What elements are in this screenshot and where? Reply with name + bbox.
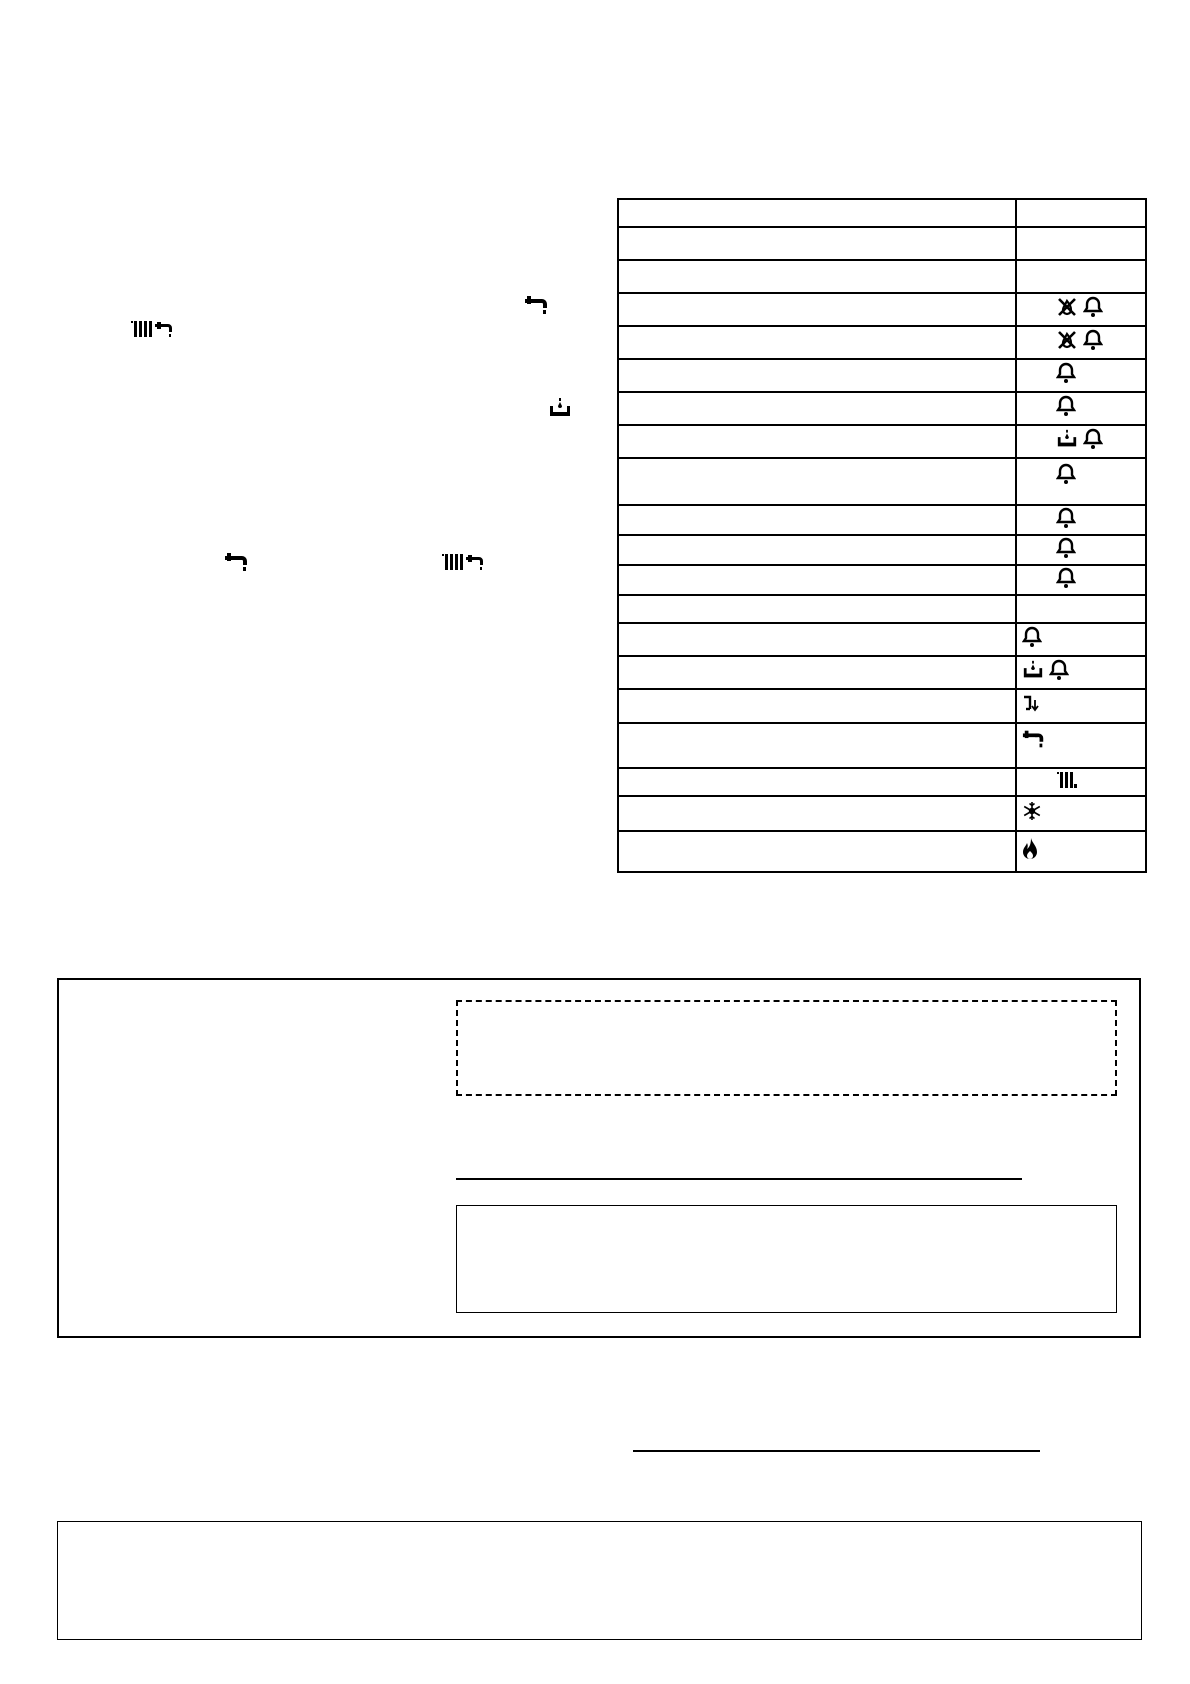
status-row [618, 623, 1146, 656]
status-row [618, 458, 1146, 505]
status-description-cell [618, 623, 1016, 656]
status-row [618, 425, 1146, 458]
status-row [618, 656, 1146, 689]
status-row [618, 326, 1146, 359]
status-symbol-cell [1016, 656, 1146, 689]
status-description-cell [618, 656, 1016, 689]
status-row [618, 227, 1146, 260]
status-description-cell [618, 293, 1016, 326]
status-row [618, 359, 1146, 392]
entry-field-line[interactable] [456, 1178, 1022, 1180]
status-row [618, 565, 1146, 595]
status-row [618, 392, 1146, 425]
status-description-cell [618, 260, 1016, 293]
status-description-cell [618, 831, 1016, 872]
status-row [618, 535, 1146, 565]
status-symbol-cell [1016, 293, 1146, 326]
status-symbol-cell [1016, 796, 1146, 831]
footer-box [57, 1521, 1142, 1640]
water-fill-icon [548, 398, 572, 418]
status-description-cell [618, 565, 1016, 595]
flame-icon [1022, 837, 1038, 866]
status-symbol-cell [1016, 623, 1146, 656]
status-symbol-cell [1016, 260, 1146, 293]
radiator-tap-icon [130, 318, 176, 340]
status-symbol-cell [1016, 425, 1146, 458]
bell-icon [1056, 567, 1076, 594]
water-fill-icon [1056, 429, 1078, 454]
status-symbol-cell [1016, 565, 1146, 595]
status-symbol-cell [1016, 199, 1146, 227]
status-description-cell [618, 768, 1016, 796]
radiator-icon [1056, 770, 1078, 795]
bell-icon [1056, 507, 1076, 534]
status-row [618, 199, 1146, 227]
snowflake-icon [1022, 801, 1042, 826]
status-row [618, 831, 1146, 872]
status-symbol-cell [1016, 723, 1146, 768]
status-symbol-cell [1016, 831, 1146, 872]
status-row [618, 260, 1146, 293]
status-row [618, 723, 1146, 768]
radiator-tap-icon [441, 551, 487, 573]
status-description-cell [618, 796, 1016, 831]
status-description-cell [618, 458, 1016, 505]
tap-icon [1022, 728, 1046, 755]
status-symbol-cell [1016, 768, 1146, 796]
status-row [618, 505, 1146, 535]
status-description-cell [618, 326, 1016, 359]
status-symbol-cell [1016, 392, 1146, 425]
status-symbol-cell [1016, 227, 1146, 260]
flame-cross-icon [1056, 330, 1078, 355]
status-description-cell [618, 227, 1016, 260]
status-row [618, 293, 1146, 326]
status-description-cell [618, 505, 1016, 535]
bell-icon [1056, 463, 1076, 490]
status-description-cell [618, 689, 1016, 723]
status-symbol-cell [1016, 689, 1146, 723]
status-symbol-cell [1016, 595, 1146, 623]
status-row [618, 796, 1146, 831]
form-box [57, 978, 1141, 1338]
bell-icon [1056, 395, 1076, 422]
dashed-entry-area[interactable] [456, 1000, 1117, 1096]
water-fill-icon [1022, 660, 1044, 685]
status-description-cell [618, 535, 1016, 565]
notes-box[interactable] [456, 1205, 1117, 1313]
status-row [618, 768, 1146, 796]
status-description-cell [618, 723, 1016, 768]
purge-icon [1022, 694, 1040, 719]
status-symbol-cell [1016, 326, 1146, 359]
tap-icon [224, 551, 250, 573]
status-row [618, 595, 1146, 623]
bell-icon [1083, 296, 1103, 323]
signature-line[interactable] [633, 1450, 1040, 1452]
status-symbol-cell [1016, 458, 1146, 505]
flame-cross-icon [1056, 297, 1078, 322]
bell-icon [1083, 329, 1103, 356]
status-description-cell [618, 425, 1016, 458]
status-symbol-cell [1016, 535, 1146, 565]
status-symbol-cell [1016, 505, 1146, 535]
bell-icon [1056, 537, 1076, 564]
status-description-cell [618, 595, 1016, 623]
bell-icon [1083, 428, 1103, 455]
bell-icon [1056, 362, 1076, 389]
status-symbol-table [617, 198, 1147, 873]
status-description-cell [618, 392, 1016, 425]
bell-icon [1022, 626, 1042, 653]
status-symbol-cell [1016, 359, 1146, 392]
status-description-cell [618, 199, 1016, 227]
status-description-cell [618, 359, 1016, 392]
tap-icon [524, 294, 550, 316]
status-row [618, 689, 1146, 723]
bell-icon [1049, 659, 1069, 686]
